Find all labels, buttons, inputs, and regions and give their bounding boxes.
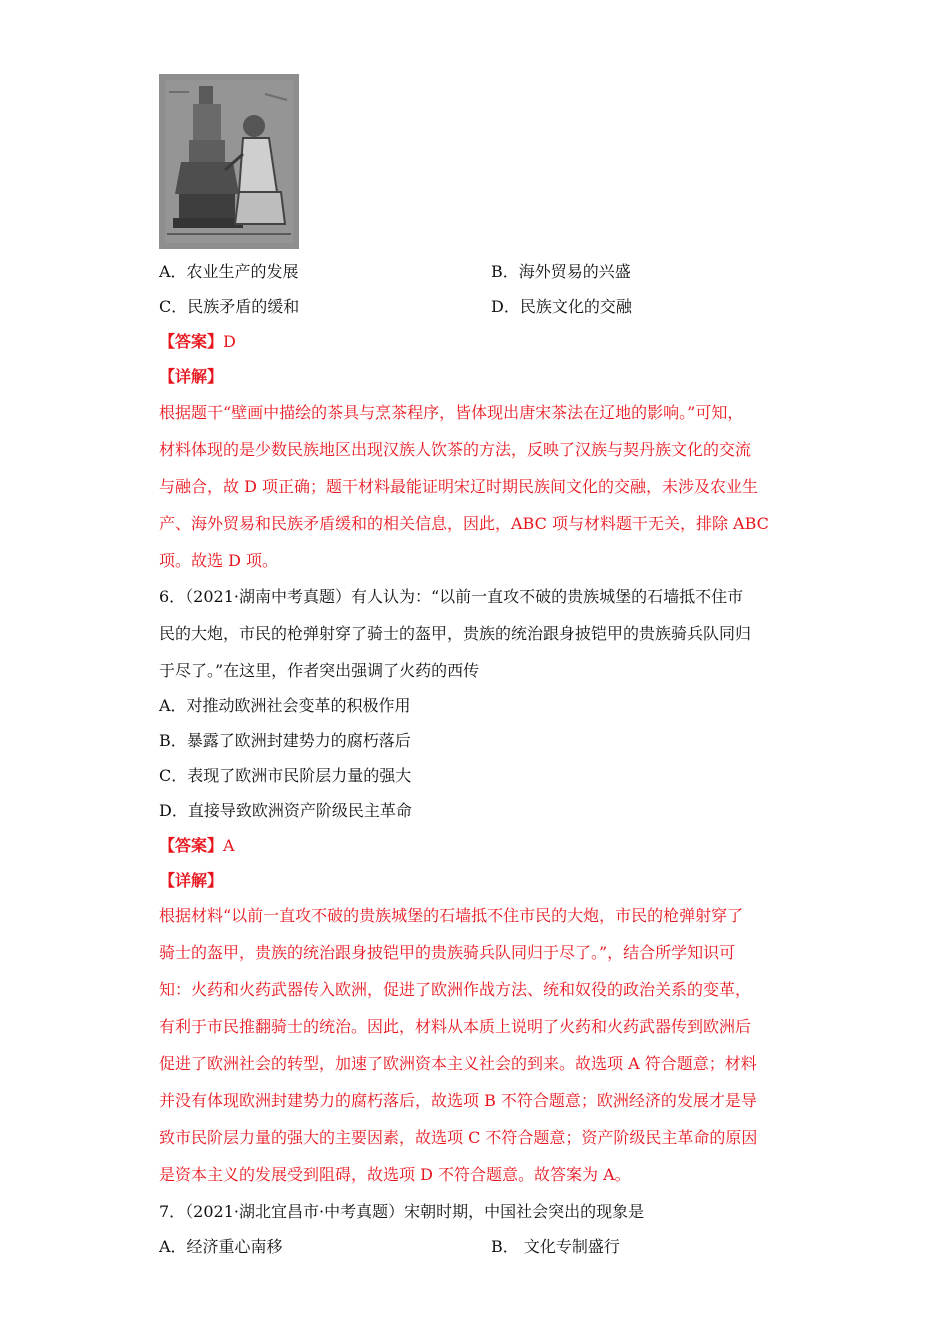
answer-value: D — [223, 332, 236, 351]
q5-answer — [159, 332, 236, 352]
q6-option-a: A．对推动欧洲社会变革的积极作用 — [159, 696, 411, 715]
q5-detail-line: 项。故选 D 项。 — [159, 551, 279, 570]
q6-stem-line: 民的大炮，市民的枪弹射穿了骑士的盔甲，贵族的统治跟身披铠甲的贵族骑兵队同归 — [159, 624, 752, 643]
q6-stem-line: 于尽了。”在这里，作者突出强调了火药的西传 — [159, 661, 480, 680]
q6-detail-line: 知：火药和火药武器传入欧洲，促进了欧洲作战方法、统和奴役的政治关系的变革， — [159, 980, 752, 999]
q5-option-b: B．海外贸易的兴盛 — [491, 262, 631, 281]
q7-option-a: A．经济重心南移 — [159, 1237, 283, 1256]
q5-detail-line: 根据题干“壁画中描绘的茶具与烹茶程序，皆体现出唐宋茶法在辽地的影响。”可知， — [159, 403, 744, 422]
mural-illustration — [159, 74, 299, 249]
q6-detail-line: 骑士的盔甲，贵族的统治跟身披铠甲的贵族骑兵队同归于尽了。”，结合所学知识可 — [159, 943, 736, 962]
q6-option-c: C．表现了欧洲市民阶层力量的强大 — [159, 766, 412, 785]
q6-stem-line: 6．（2021·湖南中考真题）有人认为：“以前一直攻不破的贵族城堡的石墙抵不住市 — [159, 587, 744, 606]
q5-detail-line: 产、海外贸易和民族矛盾缓和的相关信息，因此，ABC 项与材料题干无关，排除 ABC — [159, 514, 769, 533]
answer-value: A — [223, 836, 235, 855]
q6-detail-line: 根据材料“以前一直攻不破的贵族城堡的石墙抵不住市民的大炮，市民的枪弹射穿了 — [159, 906, 744, 925]
q7-option-b: B． 文化专制盛行 — [491, 1237, 620, 1256]
mural-tea-ceremony-image — [159, 74, 299, 249]
q6-option-d: D．直接导致欧洲资产阶级民主革命 — [159, 801, 412, 820]
q7-stem: 7．（2021·湖北宜昌市·中考真题）宋朝时期，中国社会突出的现象是 — [159, 1202, 645, 1221]
q5-option-a: A．农业生产的发展 — [159, 262, 299, 281]
answer-label: 【答案】 — [159, 836, 224, 855]
q6-detail-label: 【详解】 — [159, 871, 224, 890]
q6-detail-line: 是资本主义的发展受到阻碍，故选项 D 不符合题意。故答案为 A。 — [159, 1165, 631, 1184]
q6-detail-line: 致市民阶层力量的强大的主要因素，故选项 C 不符合题意；资产阶级民主革命的原因 — [159, 1128, 758, 1147]
q6-option-b: B．暴露了欧洲封建势力的腐朽落后 — [159, 731, 411, 750]
q5-option-d: D．民族文化的交融 — [491, 297, 632, 316]
q5-detail-label: 【详解】 — [159, 367, 224, 386]
q5-detail-line: 与融合，故 D 项正确；题干材料最能证明宋辽时期民族间文化的交融，未涉及农业生 — [159, 477, 759, 496]
q5-option-c: C．民族矛盾的缓和 — [159, 297, 300, 316]
q6-answer — [159, 836, 235, 856]
answer-label: 【答案】 — [159, 332, 224, 351]
q6-detail-line: 有利于市民推翻骑士的统治。因此，材料从本质上说明了火药和火药武器传到欧洲后 — [159, 1017, 752, 1036]
q5-detail-line: 材料体现的是少数民族地区出现汉族人饮茶的方法，反映了汉族与契丹族文化的交流 — [159, 440, 752, 459]
q6-detail-line: 促进了欧洲社会的转型，加速了欧洲资本主义社会的到来。故选项 A 符合题意；材料 — [159, 1054, 757, 1073]
q6-detail-line: 并没有体现欧洲封建势力的腐朽落后，故选项 B 不符合题意；欧洲经济的发展才是导 — [159, 1091, 757, 1110]
